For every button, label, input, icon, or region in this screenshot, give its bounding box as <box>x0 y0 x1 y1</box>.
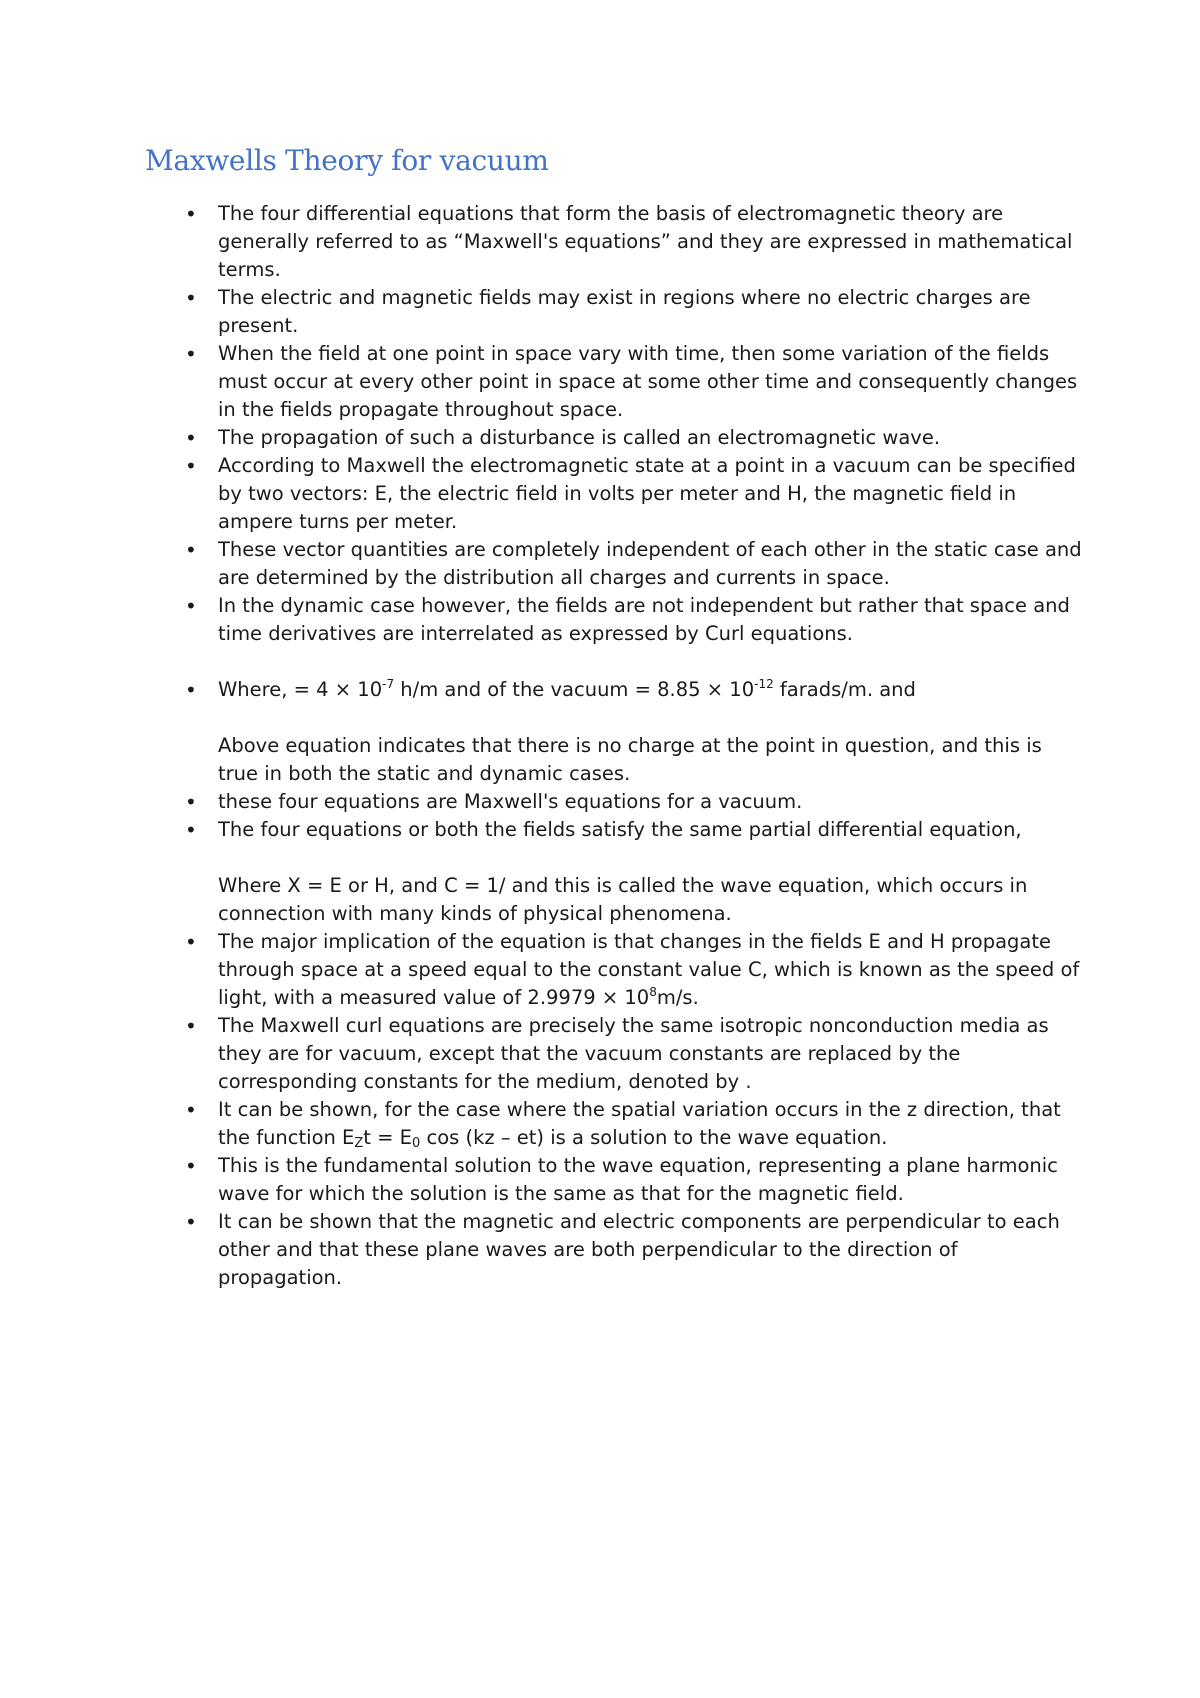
equation-gap <box>185 648 1085 676</box>
list-item: • The four differential equations that form the basis of electromagnetic theory are generally referred to as “Maxwell's equations” and they are expressed in mathematical terms. <box>185 200 1085 284</box>
list-item: • The electric and magnetic fields may exist in regions where no electric charges are present. <box>185 284 1085 340</box>
list-item-solution <box>185 1096 1085 1152</box>
solution-subscript-2: 0 <box>412 1136 421 1151</box>
speed-text: The major implication of the equation is that changes in the fields E and H propagate through space at a speed equal to the constant value C, which is known as the speed of light, with a measured value of 2.9979 × 10 <box>218 930 1080 1009</box>
solution-subscript-1: Z <box>354 1136 364 1151</box>
list-item: • The Maxwell curl equations are precisely the same isotropic nonconduction media as they are for vacuum, except that the vacuum constants are replaced by the corresponding constants for the medium, denoted by . <box>185 1012 1085 1096</box>
list-item: • The propagation of such a disturbance is called an electromagnetic wave. <box>185 424 1085 452</box>
constants-text-3: farads/m. and <box>773 678 916 701</box>
list-item: • It can be shown that the magnetic and electric components are perpendicular to each other and that these plane waves are both perpendicular to the direction of propagation. <box>185 1208 1085 1292</box>
speed-exponent: 8 <box>649 985 657 999</box>
constants-exponent-2: -12 <box>754 677 774 691</box>
constants-text-1: Where, = 4 × 10 <box>218 678 383 701</box>
list-item: • When the field at one point in space vary with time, then some variation of the fields must occur at every other point in space at some other time and consequently changes in the fields propagate throughout space. <box>185 340 1085 424</box>
list-item: • These vector quantities are completely independent of each other in the static case and are determined by the distribution all charges and currents in space. <box>185 536 1085 592</box>
equation-gap <box>185 844 1085 872</box>
equation-gap <box>185 704 1085 732</box>
list-item: • According to Maxwell the electromagnetic state at a point in a vacuum can be specified by two vectors: E, the electric field in volts per meter and H, the magnetic field in ampere turns per meter. <box>185 452 1085 536</box>
above-equation-note: Above equation indicates that there is no charge at the point in question, and this is true in both the static and dynamic cases. <box>218 734 1042 785</box>
list-item: • In the dynamic case however, the fields are not independent but rather that space and time derivatives are interrelated as expressed by Curl equations. <box>185 592 1085 648</box>
solution-text-3: cos (kz – et) is a solution to the wave equation. <box>420 1126 888 1149</box>
constants-text-2: h/m and of the vacuum = 8.85 × 10 <box>394 678 755 701</box>
solution-text-1: It can be shown, for the case where the spatial variation occurs in the z direction, that the function E <box>218 1098 1061 1149</box>
speed-unit: m/s. <box>656 986 699 1009</box>
list-item: • This is the fundamental solution to the wave equation, representing a plane harmonic wave for which the solution is the same as that for the magnetic field. <box>185 1152 1085 1208</box>
wave-equation-note: Where X = E or H, and C = 1/ and this is called the wave equation, which occurs in connection with many kinds of physical phenomena. <box>218 874 1028 925</box>
list-item: • these four equations are Maxwell's equations for a vacuum. <box>185 788 1085 816</box>
constants-exponent-1: -7 <box>382 677 395 691</box>
page-title: Maxwells Theory for vacuum <box>145 144 549 177</box>
list-item-constants <box>185 676 1085 704</box>
solution-text-2: t = E <box>363 1126 412 1149</box>
bullet-list <box>185 200 1085 1292</box>
list-item-speed-of-light <box>185 928 1085 1012</box>
list-item: • The four equations or both the fields satisfy the same partial differential equation, <box>185 816 1085 844</box>
